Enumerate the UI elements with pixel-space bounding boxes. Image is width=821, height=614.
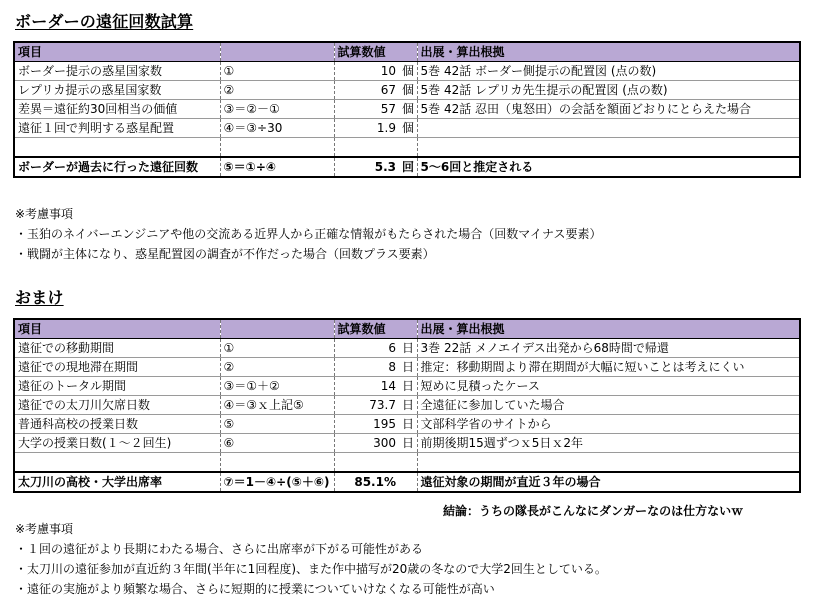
row-item: 大学の授業日数(１～２回生) bbox=[14, 434, 220, 453]
row-formula: ④＝③÷30 bbox=[220, 119, 334, 138]
blank-cell bbox=[220, 138, 334, 158]
table-row bbox=[14, 100, 800, 119]
blank-cell bbox=[334, 453, 399, 473]
row-item: 遠征での現地滞在期間 bbox=[14, 358, 220, 377]
total-basis: 5～6回と推定される bbox=[417, 157, 800, 177]
row-item: 遠征のトータル期間 bbox=[14, 377, 220, 396]
total-unit: 回 bbox=[399, 157, 417, 177]
table-row bbox=[14, 434, 800, 453]
total-formula: ⑤＝①÷④ bbox=[220, 157, 334, 177]
header-formula bbox=[220, 319, 334, 339]
total-value: 85.1% bbox=[334, 472, 399, 492]
row-formula: ① bbox=[220, 62, 334, 81]
row-unit: 個 bbox=[399, 62, 417, 81]
blank-cell bbox=[14, 453, 220, 473]
header-value: 試算数値 bbox=[334, 319, 399, 339]
header-unit bbox=[399, 42, 417, 62]
row-unit: 個 bbox=[399, 100, 417, 119]
conclusion-text: 結論：うちの隊長がこんなにダンガーなのは仕方ないｗ bbox=[443, 504, 744, 518]
header-basis: 出展・算出根拠 bbox=[417, 42, 800, 62]
row-formula: ① bbox=[220, 339, 334, 358]
row-formula: ⑤ bbox=[220, 415, 334, 434]
section2-title: おまけ bbox=[15, 288, 64, 307]
row-value: 73.7 bbox=[334, 396, 399, 415]
note-line: ・遠征の実施がより頻繁な場合、さらに短期的に授業についていけなくなる可能性が高い bbox=[15, 582, 495, 596]
table-row-blank bbox=[14, 453, 800, 473]
total-item: ボーダーが過去に行った遠征回数 bbox=[14, 157, 220, 177]
row-basis: 前期後期15週ずつｘ5日ｘ2年 bbox=[417, 434, 800, 453]
row-item: 遠征での太刀川欠席日数 bbox=[14, 396, 220, 415]
table-header-row bbox=[14, 42, 800, 62]
blank-cell bbox=[399, 138, 417, 158]
row-basis: 5巻 42話 レプリカ先生提示の配置図 (点の数) bbox=[417, 81, 800, 100]
total-basis: 遠征対象の期間が直近３年の場合 bbox=[417, 472, 800, 492]
row-formula: ③＝②－① bbox=[220, 100, 334, 119]
row-value: 6 bbox=[334, 339, 399, 358]
row-formula: ⑥ bbox=[220, 434, 334, 453]
row-basis: 3巻 22話 メノエイデス出発から68時間で帰還 bbox=[417, 339, 800, 358]
row-value: 67 bbox=[334, 81, 399, 100]
row-basis: 推定：移動期間より滞在期間が大幅に短いことは考えにくい bbox=[417, 358, 800, 377]
row-basis: 5巻 42話 ボーダー側提示の配置図 (点の数) bbox=[417, 62, 800, 81]
header-item: 項目 bbox=[14, 319, 220, 339]
row-basis: 短めに見積ったケース bbox=[417, 377, 800, 396]
row-unit: 日 bbox=[399, 415, 417, 434]
row-basis: 文部科学省のサイトから bbox=[417, 415, 800, 434]
header-formula bbox=[220, 42, 334, 62]
table-row bbox=[14, 119, 800, 138]
blank-cell bbox=[417, 453, 800, 473]
table-header-row bbox=[14, 319, 800, 339]
table-row bbox=[14, 396, 800, 415]
row-formula: ② bbox=[220, 358, 334, 377]
row-value: 195 bbox=[334, 415, 399, 434]
section2-notes bbox=[15, 519, 607, 599]
total-item: 太刀川の高校・大学出席率 bbox=[14, 472, 220, 492]
row-basis bbox=[417, 119, 800, 138]
note-heading: ※考慮事項 bbox=[15, 207, 74, 221]
header-basis: 出展・算出根拠 bbox=[417, 319, 800, 339]
row-formula: ④＝③ｘ上記⑤ bbox=[220, 396, 334, 415]
note-heading: ※考慮事項 bbox=[15, 522, 74, 536]
row-unit: 個 bbox=[399, 81, 417, 100]
note-line: ・１回の遠征がより長期にわたる場合、さらに出席率が下がる可能性がある bbox=[15, 542, 424, 556]
row-item: 遠征１回で判明する惑星配置 bbox=[14, 119, 220, 138]
row-value: 14 bbox=[334, 377, 399, 396]
row-value: 10 bbox=[334, 62, 399, 81]
table-row bbox=[14, 81, 800, 100]
total-value: 5.3 bbox=[334, 157, 399, 177]
row-unit: 個 bbox=[399, 119, 417, 138]
blank-cell bbox=[334, 138, 399, 158]
table-row bbox=[14, 62, 800, 81]
row-basis: 全遠征に参加していた場合 bbox=[417, 396, 800, 415]
total-unit bbox=[399, 472, 417, 492]
row-item: 遠征での移動期間 bbox=[14, 339, 220, 358]
table-row bbox=[14, 377, 800, 396]
table-total-row bbox=[14, 472, 800, 492]
row-value: 8 bbox=[334, 358, 399, 377]
row-basis: 5巻 42話 忍田（鬼怒田）の会話を額面どおりにとらえた場合 bbox=[417, 100, 800, 119]
note-line: ・戦闘が主体になり、惑星配置図の調査が不作だった場合（回数プラス要素） bbox=[15, 247, 435, 261]
note-line: ・太刀川の遠征参加が直近約３年間(半年に1回程度)、また作中描写が20歳の冬なので大学2回生としている。 bbox=[15, 562, 607, 576]
blank-cell bbox=[399, 453, 417, 473]
row-item: レプリカ提示の惑星国家数 bbox=[14, 81, 220, 100]
row-formula: ② bbox=[220, 81, 334, 100]
table-row bbox=[14, 415, 800, 434]
table-row-blank bbox=[14, 138, 800, 158]
row-unit: 日 bbox=[399, 434, 417, 453]
row-unit: 日 bbox=[399, 377, 417, 396]
table-row bbox=[14, 358, 800, 377]
row-formula: ③＝①＋② bbox=[220, 377, 334, 396]
note-line: ・玉狛のネイバーエンジニアや他の交流ある近界人から正確な情報がもたらされた場合（回数マイナス要素） bbox=[15, 227, 602, 241]
section1-notes bbox=[15, 204, 602, 264]
row-item: 差異＝遠征約30回相当の価値 bbox=[14, 100, 220, 119]
row-value: 300 bbox=[334, 434, 399, 453]
row-unit: 日 bbox=[399, 358, 417, 377]
row-value: 1.9 bbox=[334, 119, 399, 138]
row-unit: 日 bbox=[399, 396, 417, 415]
section1-title: ボーダーの遠征回数試算 bbox=[15, 12, 194, 31]
header-value: 試算数値 bbox=[334, 42, 399, 62]
row-item: ボーダー提示の惑星国家数 bbox=[14, 62, 220, 81]
attendance-table bbox=[13, 318, 801, 493]
blank-cell bbox=[417, 138, 800, 158]
blank-cell bbox=[14, 138, 220, 158]
header-unit bbox=[399, 319, 417, 339]
row-value: 57 bbox=[334, 100, 399, 119]
row-unit: 日 bbox=[399, 339, 417, 358]
table-total-row bbox=[14, 157, 800, 177]
blank-cell bbox=[220, 453, 334, 473]
table-row bbox=[14, 339, 800, 358]
header-item: 項目 bbox=[14, 42, 220, 62]
row-item: 普通科高校の授業日数 bbox=[14, 415, 220, 434]
total-formula: ⑦＝1－④÷(⑤＋⑥) bbox=[220, 472, 334, 492]
expedition-count-table bbox=[13, 41, 801, 178]
